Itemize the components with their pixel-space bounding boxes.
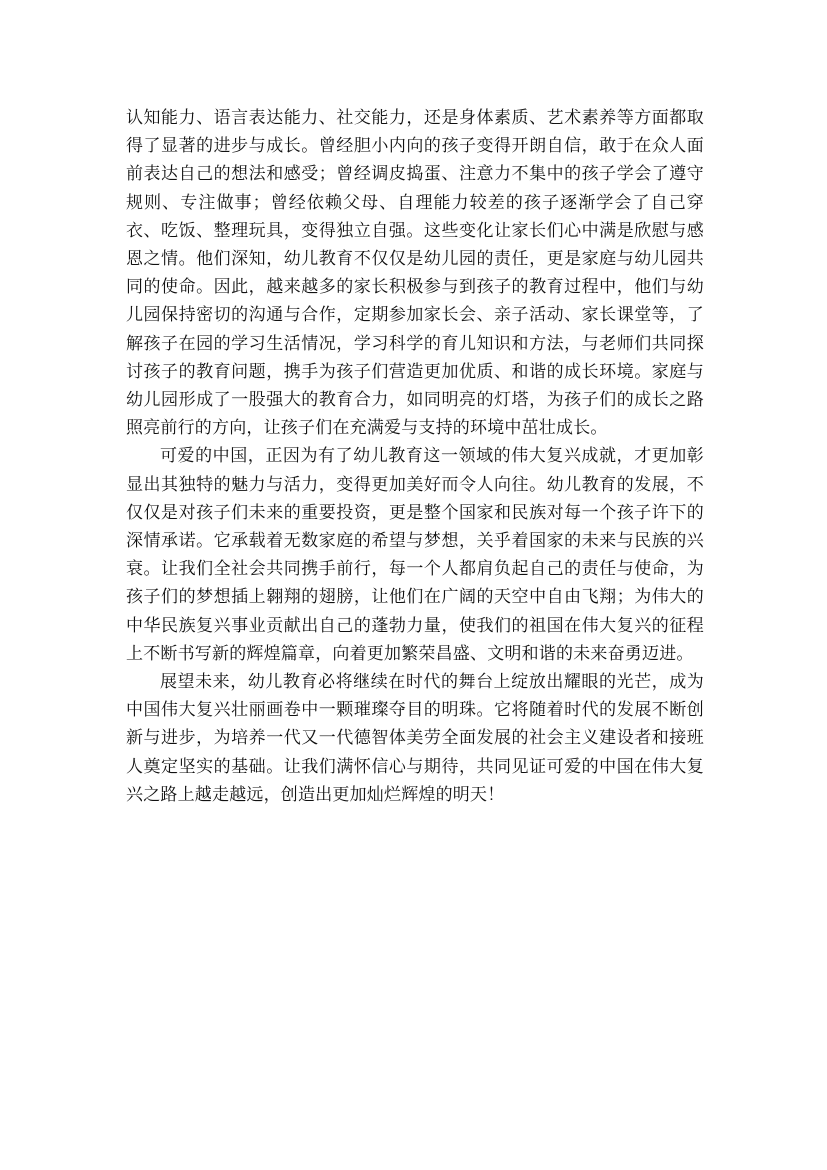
paragraph-lovely-china: 可爱的中国，正因为有了幼儿教育这一领域的伟大复兴成就，才更加彰显出其独特的魅力与活力，变得更加美好而令人向往。幼儿教育的发展，不仅仅是对孩子们未来的重要投资，更是整个国家和民族对每一个孩子许下的深情承诺。它承载着无数家庭的希望与梦想，关乎着国家的未来与民族的兴衰。让我们全社会共同携手前行，每一个人都肩负起自己的责任与使命，为孩子们的梦想插上翱翔的翅膀，让他们在广阔的天空中自由飞翔；为伟大的中华民族复兴事业贡献出自己的蓬勃力量，使我们的祖国在伟大复兴的征程上不断书写新的辉煌篇章，向着更加繁荣昌盛、文明和谐的未来奋勇迈进。 (126, 446, 704, 664)
paragraph-future-outlook: 展望未来，幼儿教育必将继续在时代的舞台上绽放出耀眼的光芒，成为中国伟大复兴壮丽画卷中一颗璀璨夺目的明珠。它将随着时代的发展不断创新与进步，为培养一代又一代德智体美劳全面发展的社会主义建设者和接班人奠定坚实的基础。让我们满怀信心与期待，共同见证可爱的中国在伟大复兴之路上越走越远，创造出更加灿烂辉煌的明天！ (126, 672, 704, 805)
paragraph-family-cooperation: 认知能力、语言表达能力、社交能力，还是身体素质、艺术素养等方面都取得了显著的进步与成长。曾经胆小内向的孩子变得开朗自信，敢于在众人面前表达自己的想法和感受；曾经调皮捣蛋、注意力不集中的孩子学会了遵守规则、专注做事；曾经依赖父母、自理能力较差的孩子逐渐学会了自己穿衣、吃饭、整理玩具，变得独立自强。这些变化让家长们心中满是欣慰与感恩之情。他们深知，幼儿教育不仅仅是幼儿园的责任，更是家庭与幼儿园共同的使命。因此，越来越多的家长积极参与到孩子的教育过程中，他们与幼儿园保持密切的沟通与合作，定期参加家长会、亲子活动、家长课堂等，了解孩子在园的学习生活情况，学习科学的育儿知识和方法，与老师们共同探讨孩子的教育问题，携手为孩子们营造更加优质、和谐的成长环境。家庭与幼儿园形成了一股强大的教育合力，如同明亮的灯塔，为孩子们的成长之路照亮前行的方向，让孩子们在充满爱与支持的环境中茁壮成长。 (126, 108, 704, 439)
document-body (126, 104, 704, 809)
